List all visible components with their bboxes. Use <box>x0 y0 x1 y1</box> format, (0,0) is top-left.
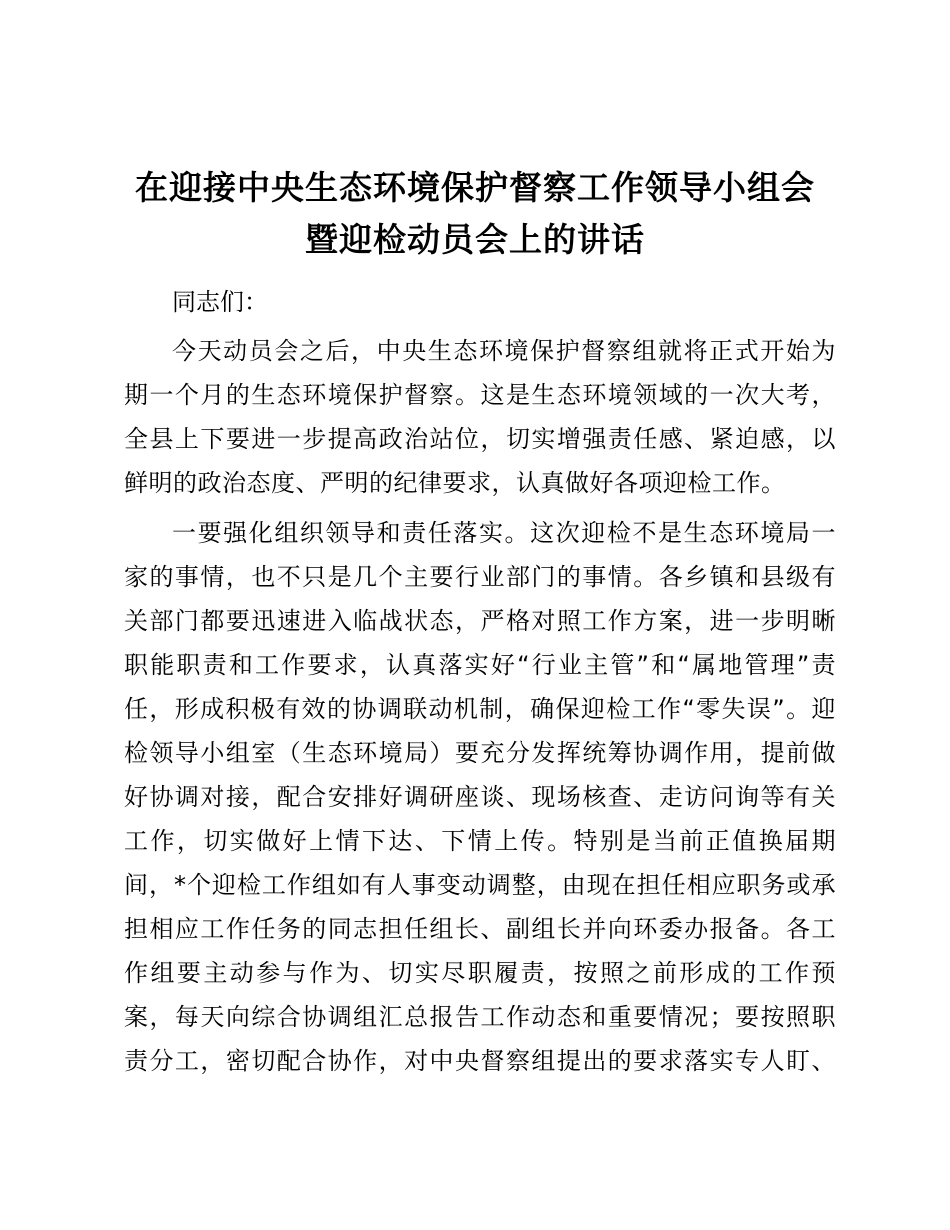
paragraph-2-line-11: 作组要主动参与作为、切实尽职履责，按照之前形成的工作预 <box>124 959 836 987</box>
salutation: 同志们： <box>172 288 268 316</box>
paragraph-2-line-6: 检领导小组室（生态环境局）要充分发挥统筹协调作用，提前做 <box>124 739 836 767</box>
paragraph-1-line-2: 期一个月的生态环境保护督察。这是生态环境领域的一次大考， <box>124 381 836 409</box>
paragraph-1-line-1: 今天动员会之后，中央生态环境保护督察组就将正式开始为 <box>172 337 836 365</box>
paragraph-2-line-1: 一要强化组织领导和责任落实。这次迎检不是生态环境局一 <box>172 519 836 547</box>
paragraph-2-line-12: 案，每天向综合协调组汇总报告工作动态和重要情况；要按照职 <box>124 1003 836 1031</box>
paragraph-2-line-2: 家的事情，也不只是几个主要行业部门的事情。各乡镇和县级有 <box>124 563 836 591</box>
paragraph-2-line-10: 担相应工作任务的同志担任组长、副组长并向环委办报备。各工 <box>124 915 836 943</box>
document-title-line-1: 在迎接中央生态环境保护督察工作领导小组会 <box>135 168 815 207</box>
paragraph-2-line-8: 工作，切实做好上情下达、下情上传。特别是当前正值换届期 <box>124 827 836 855</box>
paragraph-2-line-13: 责分工，密切配合协作，对中央督察组提出的要求落实专人盯、 <box>124 1047 836 1075</box>
paragraph-2-line-9: 间，*个迎检工作组如有人事变动调整，由现在担任相应职务或承 <box>124 871 836 899</box>
paragraph-2-line-7: 好协调对接，配合安排好调研座谈、现场核查、走访问询等有关 <box>124 783 836 811</box>
document-title-line-2: 暨迎检动员会上的讲话 <box>305 220 645 259</box>
paragraph-2-line-5: 任，形成积极有效的协调联动机制，确保迎检工作“零失误”。迎 <box>124 695 836 723</box>
paragraph-1-line-3: 全县上下要进一步提高政治站位，切实增强责任感、紧迫感，以 <box>124 425 836 453</box>
paragraph-2-line-3: 关部门都要迅速进入临战状态，严格对照工作方案，进一步明晰 <box>124 607 836 635</box>
paragraph-1-line-4: 鲜明的政治态度、严明的纪律要求，认真做好各项迎检工作。 <box>124 469 786 497</box>
paragraph-2-line-4: 职能职责和工作要求，认真落实好“行业主管”和“属地管理”责 <box>124 651 836 679</box>
